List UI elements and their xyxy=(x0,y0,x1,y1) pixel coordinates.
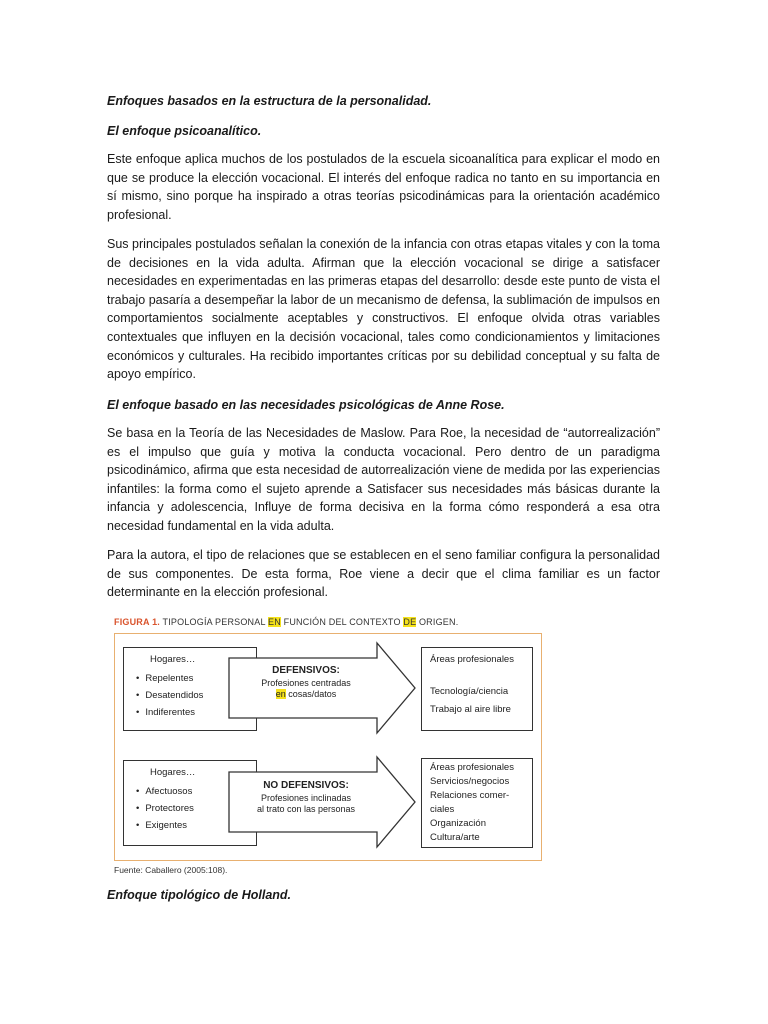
top-areas-title: Áreas profesionales xyxy=(430,654,514,665)
paragraph-psychoanalytic-intro: Este enfoque aplica muchos de los postulados de la escuela sicoanalítica para explicar el modo en que se produce la elección vocacional. El interés del enfoque radica no tanto en su importancia en sí mismo, sino porque ha inspirado a otras teorías psicodinámicas para la orientación académico profesional. xyxy=(107,152,660,222)
top-area-item: Trabajo al aire libre xyxy=(430,704,511,715)
figure-frame xyxy=(114,633,542,861)
heading-holland: Enfoque tipológico de Holland. xyxy=(107,888,292,902)
top-arrow-label xyxy=(241,664,371,700)
bottom-area-item: ciales xyxy=(430,804,455,815)
bottom-homes-title: Hogares… xyxy=(150,767,196,778)
caption-part-1: TIPOLOGÍA PERSONAL xyxy=(162,617,266,627)
defensive-line-2 xyxy=(241,689,371,700)
bottom-area-item: Cultura/arte xyxy=(430,832,480,843)
bottom-area-item: Servicios/negocios xyxy=(430,776,510,787)
list-item: • Repelentes xyxy=(136,670,203,687)
bottom-area-item: Organización xyxy=(430,818,486,829)
non-defensive-line-2: al trato con las personas xyxy=(256,804,356,814)
caption-highlight-en: EN xyxy=(268,617,281,627)
non-defensive-title: NO DEFENSIVOS: xyxy=(263,780,349,791)
list-item: • Exigentes xyxy=(136,817,194,834)
figure-caption xyxy=(114,617,458,627)
defensive-line-1: Profesiones centradas xyxy=(261,678,351,688)
figure-source: Fuente: Caballero (2005:108). xyxy=(114,865,228,875)
bottom-homes-list xyxy=(136,783,194,834)
heading-psychoanalytic: El enfoque psicoanalítico. xyxy=(107,124,262,138)
top-areas-box xyxy=(421,647,533,731)
list-item: • Desatendidos xyxy=(136,687,203,704)
list-item: • Afectuosos xyxy=(136,783,194,800)
non-defensive-line-1: Profesiones inclinadas xyxy=(260,793,352,803)
heading-anne-rose: El enfoque basado en las necesidades psicológicas de Anne Rose. xyxy=(107,398,505,412)
heading-personality-structure: Enfoques basados en la estructura de la personalidad. xyxy=(107,94,432,108)
highlight-en: en xyxy=(275,689,286,699)
bottom-area-item: Relaciones comer- xyxy=(430,790,510,801)
caption-part-2: FUNCIÓN DEL CONTEXTO xyxy=(283,617,401,627)
top-homes-list xyxy=(136,670,203,721)
defensive-line-2-text: cosas/datos xyxy=(288,689,337,699)
figure-number: FIGURA 1. xyxy=(114,617,160,627)
bottom-arrow-label xyxy=(235,779,377,815)
list-item: • Protectores xyxy=(136,800,194,817)
top-homes-title: Hogares… xyxy=(150,654,196,665)
bottom-areas-title: Áreas profesionales xyxy=(430,762,514,773)
paragraph-maslow: Se basa en la Teoría de las Necesidades de Maslow. Para Roe, la necesidad de “autorrealización” es el impulso que guía y motiva la conducta vocacional. Pero dentro de un paradigma psicodinámico, afirma que esta necesidad de autorrealización viene de medida por las experiencias infantiles: la forma como el sujeto aprende a Satisfacer sus necesidades más básicas durante la infancia y adolescencia, Influye de forma decisiva en la forma cómo responderá a esa otra necesidad fundamental en la vida adulta. xyxy=(107,426,660,533)
top-area-item: Tecnología/ciencia xyxy=(430,686,509,697)
caption-part-3: ORIGEN. xyxy=(418,617,459,627)
paragraph-family-climate: Para la autora, el tipo de relaciones que se establecen en el seno familiar configura la personalidad de sus componentes. De esta forma, Roe viene a decir que el clima familiar es un factor determinante en la elección profesional. xyxy=(107,548,660,600)
paragraph-postulates: Sus principales postulados señalan la conexión de la infancia con otras etapas vitales y con la toma de decisiones en la vida adulta. Afirman que la elección vocacional se dirige a satisfacer necesidades en experimentadas en las primeras etapas del desarrollo: desde este punto de vista el trabajo pasaría a desempeñar la labor de un mecanismo de defensa, la sublimación de impulsos en comportamientos socialmente aceptables y constructivos. El enfoque olvida otras variables contextuales que influyen en la decisión vocacional, tales como condicionamientos y limitaciones económicos y culturales. Ha recibido importantes críticas por su debilidad conceptual y su falta de apoyo empírico. xyxy=(107,237,660,382)
caption-highlight-de: DE xyxy=(403,617,417,627)
list-item: • Indiferentes xyxy=(136,704,203,721)
bottom-areas-box xyxy=(421,758,533,848)
figure-typology xyxy=(114,617,542,881)
defensive-title: DEFENSIVOS: xyxy=(272,665,340,676)
